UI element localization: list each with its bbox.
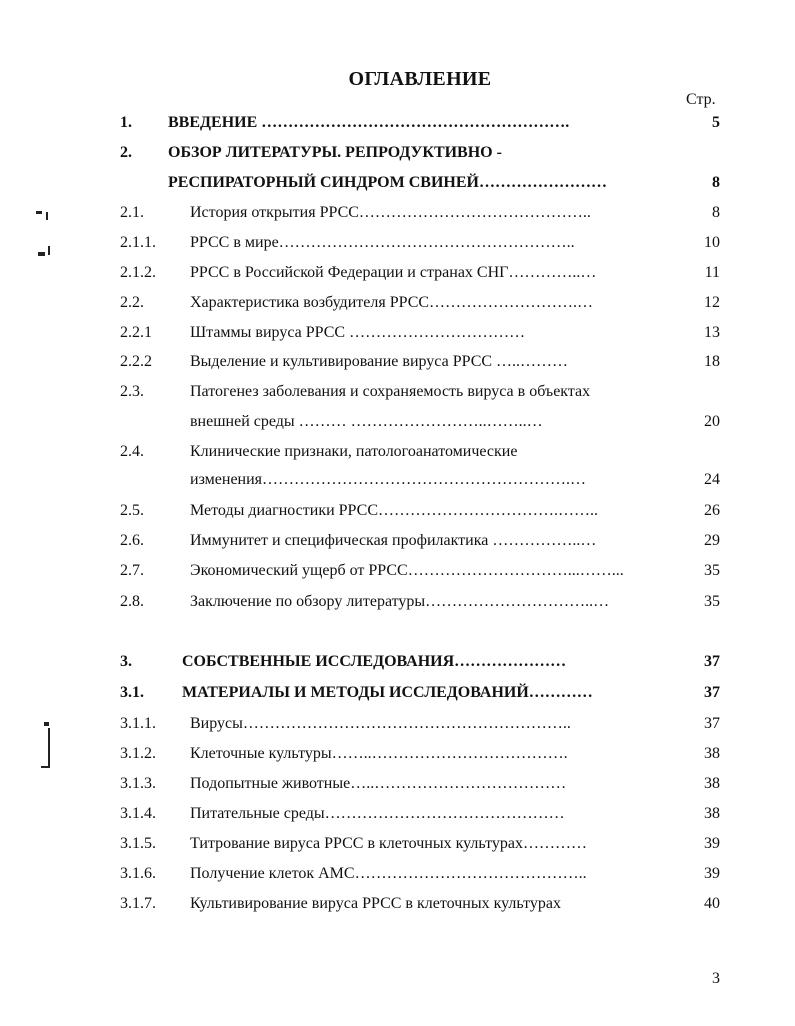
toc-entry-title: Патогенез заболевания и сохраняемость вируса в объектах xyxy=(190,383,591,400)
scan-mark xyxy=(41,766,50,768)
toc-entry xyxy=(0,652,795,672)
toc-entry-number: 3.1. xyxy=(120,684,144,701)
toc-entry-page: 29 xyxy=(704,532,720,549)
toc-entry xyxy=(0,412,795,432)
toc-entry-title: Клеточные культуры……..………………………………. xyxy=(190,745,568,762)
toc-entry xyxy=(0,173,795,193)
toc-entry-number: 3.1.3. xyxy=(120,775,156,792)
toc-entry-title: Экономический ущерб от РРСС…………………………...……... xyxy=(190,562,624,579)
toc-entry-page: 12 xyxy=(704,294,720,311)
toc-entry-number: 2.5. xyxy=(120,502,144,519)
toc-entry-title: Культивирование вируса РРСС в клеточных культурах xyxy=(190,895,561,912)
toc-entry xyxy=(0,113,795,133)
toc-entry xyxy=(0,744,795,764)
toc-entry-number: 2.2.1 xyxy=(120,324,152,341)
toc-entry-title: Заключение по обзору литературы…………………………..… xyxy=(190,593,610,610)
toc-entry xyxy=(0,834,795,854)
toc-entry xyxy=(0,864,795,884)
toc-entry-page: 39 xyxy=(704,865,720,882)
toc-entry-page: 39 xyxy=(704,835,720,852)
toc-entry-title: Питательные среды……………………………………… xyxy=(190,805,565,822)
toc-entry xyxy=(0,774,795,794)
toc-entry-title: Выделение и культивирование вируса РРСС …..……… xyxy=(190,353,569,370)
toc-entry-title: ОБЗОР ЛИТЕРАТУРЫ. РЕПРОДУКТИВНО - xyxy=(168,144,502,161)
toc-entry xyxy=(0,203,795,223)
toc-entry-title: Клинические признаки, патологоанатомические xyxy=(190,443,518,460)
toc-entry-number: 3.1.2. xyxy=(120,745,156,762)
toc-entry-number: 3.1.1. xyxy=(120,715,156,732)
toc-entry xyxy=(0,382,795,402)
toc-entry-page: 8 xyxy=(712,204,720,221)
toc-entry-page: 35 xyxy=(704,593,720,610)
toc-entry-number: 2.2. xyxy=(120,294,144,311)
scan-mark xyxy=(46,212,48,220)
toc-entry-page: 11 xyxy=(704,264,720,281)
toc-entry-page: 20 xyxy=(704,413,720,430)
toc-entry-page: 38 xyxy=(704,805,720,822)
page-title: ОГЛАВЛЕНИЕ xyxy=(348,68,492,90)
toc-entry-title: Получение клеток АМС…………………………………….. xyxy=(190,865,587,882)
toc-entry xyxy=(0,352,795,372)
toc-entry-page: 35 xyxy=(704,562,720,579)
toc-entry-title: История открытия РРСС…………………………………….. xyxy=(190,204,591,221)
scan-mark xyxy=(48,246,50,255)
toc-entry xyxy=(0,894,795,914)
toc-entry xyxy=(0,263,795,283)
toc-entry-page: 10 xyxy=(704,234,720,251)
toc-entry xyxy=(0,143,795,163)
toc-entry xyxy=(0,442,795,462)
toc-entry-title: МАТЕРИАЛЫ И МЕТОДЫ ИССЛЕДОВАНИЙ………… xyxy=(182,684,593,701)
toc-entry-number: 3.1.7. xyxy=(120,895,156,912)
toc-entry-number: 3.1.4. xyxy=(120,805,156,822)
toc-entry-number: 2.1. xyxy=(120,204,144,221)
page-number: 3 xyxy=(712,970,720,987)
toc-entry-title: Вирусы…………………………………………………….. xyxy=(190,715,571,732)
toc-entry-number: 3. xyxy=(120,653,132,670)
toc-entry-number: 2.1.1. xyxy=(120,234,156,251)
toc-entry xyxy=(0,804,795,824)
toc-entry-title: Штаммы вируса РРСС …………………………… xyxy=(190,324,526,341)
toc-entry-number: 2.1.2. xyxy=(120,264,156,281)
toc-entry xyxy=(0,470,795,490)
scan-mark xyxy=(44,722,49,726)
toc-entry xyxy=(0,531,795,551)
scan-mark xyxy=(36,211,42,214)
toc-entry xyxy=(0,293,795,313)
toc-entry-page: 13 xyxy=(704,324,720,341)
toc-entry-number: 3.1.6. xyxy=(120,865,156,882)
toc-entry-number: 2.3. xyxy=(120,383,144,400)
toc-entry-number: 1. xyxy=(120,114,132,131)
toc-entry-title: РРСС в Российской Федерации и странах СНГ…………..… xyxy=(190,264,597,281)
toc-entry xyxy=(0,323,795,343)
toc-entry-title: изменения………………………………………………….… xyxy=(190,471,587,488)
toc-entry-number: 2.6. xyxy=(120,532,144,549)
toc-entry-title: внешней среды ……… ……………………..……..… xyxy=(190,413,543,430)
toc-entry-page: 24 xyxy=(704,471,720,488)
toc-entry-title: Методы диагностики РРСС…………………………….…….. xyxy=(190,502,598,519)
toc-entry-page: 37 xyxy=(704,715,720,732)
toc-entry xyxy=(0,714,795,734)
page-column-header: Стр. xyxy=(686,91,716,108)
toc-entry-page: 37 xyxy=(704,653,720,670)
scan-mark xyxy=(48,728,50,768)
toc-entry-title: ВВЕДЕНИЕ …………………………………………………. xyxy=(168,114,570,131)
toc-entry-number: 2.2.2 xyxy=(120,353,152,370)
toc-entry-page: 38 xyxy=(704,745,720,762)
toc-entry-page: 38 xyxy=(704,775,720,792)
toc-entry-title: Подопытные животные…..……………………………… xyxy=(190,775,567,792)
toc-entry xyxy=(0,561,795,581)
toc-entry-title: СОБСТВЕННЫЕ ИССЛЕДОВАНИЯ………………… xyxy=(182,653,567,670)
toc-entry-page: 18 xyxy=(704,353,720,370)
toc-entry xyxy=(0,683,795,703)
toc-entry-title: Титрование вируса РРСС в клеточных культурах………… xyxy=(190,835,587,852)
toc-entry-title: РРСС в мире……………………………………………….. xyxy=(190,234,575,251)
toc-entry xyxy=(0,233,795,253)
toc-entry-number: 2.8. xyxy=(120,593,144,610)
toc-entry-number: 3.1.5. xyxy=(120,835,156,852)
toc-entry-number: 2.4. xyxy=(120,443,144,460)
toc-entry-page: 40 xyxy=(704,895,720,912)
toc-entry-title: РЕСПИРАТОРНЫЙ СИНДРОМ СВИНЕЙ…………………… xyxy=(168,174,607,191)
toc-entry-number: 2.7. xyxy=(120,562,144,579)
toc-entry xyxy=(0,501,795,521)
toc-entry-page: 5 xyxy=(712,114,720,131)
toc-entry-title: Характеристика возбудителя РРСС……………………….… xyxy=(190,294,594,311)
toc-entry-title: Иммунитет и специфическая профилактика ……………..… xyxy=(190,532,597,549)
toc-entry-page: 26 xyxy=(704,502,720,519)
scan-mark xyxy=(38,252,45,256)
toc-entry-page: 8 xyxy=(712,174,720,191)
toc-entry-page: 37 xyxy=(704,684,720,701)
toc-entry-number: 2. xyxy=(120,144,132,161)
toc-entry xyxy=(0,592,795,612)
